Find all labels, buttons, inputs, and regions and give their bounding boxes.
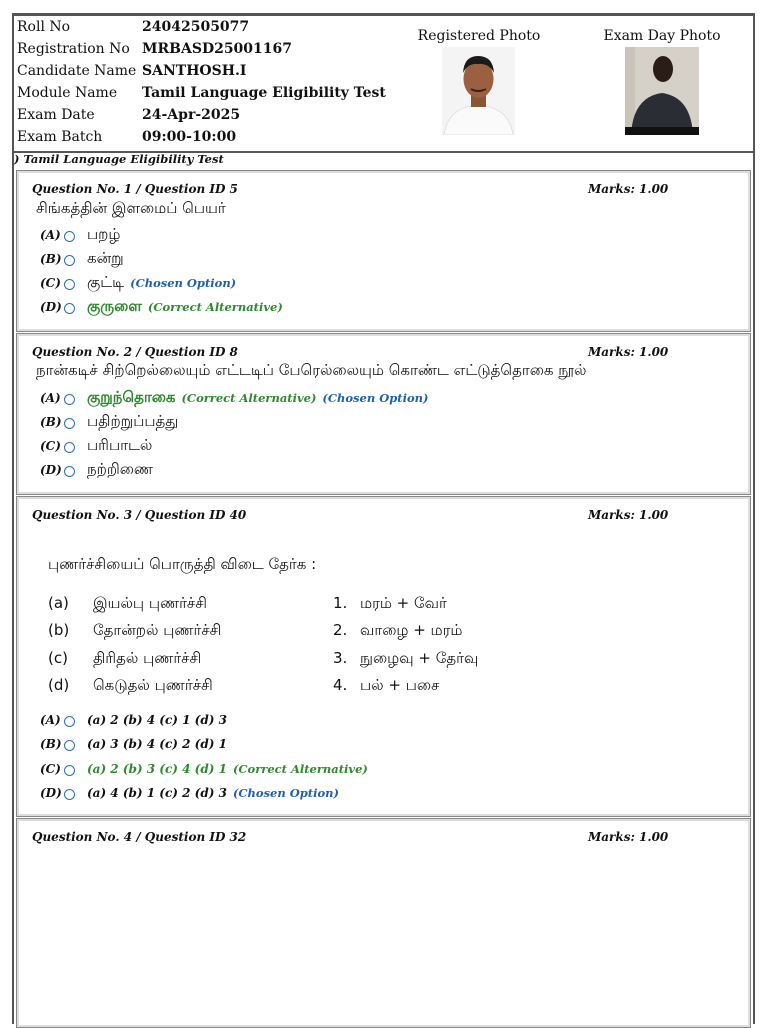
field-key: Module Name (17, 85, 118, 101)
match-left-text: திரிதல் புணர்ச்சி (93, 649, 202, 667)
registered-photo (442, 47, 515, 135)
match-left-text: இயல்பு புணர்ச்சி (93, 594, 207, 612)
field-value: 24-Apr-2025 (142, 107, 241, 123)
option-d[interactable] (40, 295, 283, 317)
option-label: (D) (40, 463, 62, 477)
chosen-option-note: (Chosen Option) (130, 276, 237, 290)
match-left-label: (c) (48, 649, 68, 667)
question-marks: Marks: 1.00 (588, 345, 669, 359)
option-text: (a) 2 (b) 4 (c) 1 (d) 3 (87, 713, 227, 727)
registered-photo-block (414, 28, 544, 44)
exam-day-photo (625, 47, 699, 135)
question-text: புணர்ச்சியைப் பொருத்தி விடை தேர்க : (48, 555, 317, 573)
option-text: பதிற்றுப்பத்து (87, 412, 179, 430)
radio-icon[interactable] (64, 740, 75, 751)
field-key: Exam Batch (17, 129, 103, 145)
field-value: 24042505077 (142, 19, 250, 35)
field-value: SANTHOSH.I (142, 63, 247, 79)
radio-icon[interactable] (64, 716, 75, 727)
match-right-number: 2. (333, 621, 348, 639)
correct-alternative-note: (Correct Alternative) (181, 391, 317, 405)
option-label: (B) (40, 737, 62, 751)
question-card-4 (16, 818, 751, 1028)
radio-icon[interactable] (64, 231, 75, 242)
field-value: MRBASD25001167 (142, 41, 293, 57)
radio-icon[interactable] (64, 789, 75, 800)
match-right-text: மரம் + வேர் (360, 594, 447, 612)
option-text: பறழ் (87, 225, 121, 243)
match-row (48, 618, 508, 642)
option-text: கன்று (87, 249, 124, 267)
option-d[interactable] (40, 458, 153, 480)
option-text: குருளை (87, 297, 142, 315)
option-text: குறுந்தொகை (87, 388, 176, 406)
option-label: (C) (40, 276, 61, 290)
radio-icon[interactable] (64, 418, 75, 429)
match-row (48, 591, 508, 615)
option-label: (D) (40, 786, 62, 800)
option-a[interactable] (40, 708, 227, 730)
option-label: (A) (40, 228, 61, 242)
match-left-label: (b) (48, 621, 70, 639)
match-left-label: (a) (48, 594, 69, 612)
option-b[interactable] (40, 247, 124, 269)
match-right-text: வாழை + மரம் (360, 621, 463, 639)
candidate-header (14, 16, 753, 153)
field-value: 09:00-10:00 (142, 129, 237, 145)
question-heading: Question No. 2 / Question ID 8 (32, 345, 238, 359)
option-label: (A) (40, 713, 61, 727)
question-marks: Marks: 1.00 (588, 182, 669, 196)
question-marks: Marks: 1.00 (588, 508, 669, 522)
match-row (48, 646, 508, 670)
option-text: பரிபாடல் (87, 436, 153, 454)
option-label: (B) (40, 415, 62, 429)
option-c[interactable] (40, 757, 368, 779)
option-text: (a) 3 (b) 4 (c) 2 (d) 1 (87, 737, 227, 751)
option-text: (a) 2 (b) 3 (c) 4 (d) 1 (87, 762, 227, 776)
option-label: (C) (40, 762, 61, 776)
match-left-text: தோன்றல் புணர்ச்சி (93, 621, 222, 639)
field-key: Exam Date (17, 107, 95, 123)
radio-icon[interactable] (64, 466, 75, 477)
option-c[interactable] (40, 271, 236, 293)
exam-day-photo-block (597, 28, 727, 44)
radio-icon[interactable] (64, 394, 75, 405)
option-b[interactable] (40, 410, 178, 432)
option-text: நற்றிணை (87, 460, 154, 478)
chosen-option-note: (Chosen Option) (322, 391, 429, 405)
exam-day-photo-label: Exam Day Photo (603, 28, 721, 44)
question-text: நான்கடிச் சிற்றெல்லையும் எட்டடிப் பேரெல்லையும் கொண்ட எட்டுத்தொகை நூல் (36, 361, 587, 379)
correct-alternative-note: (Correct Alternative) (147, 300, 283, 314)
field-key: Roll No (17, 19, 71, 35)
radio-icon[interactable] (64, 303, 75, 314)
option-text: குட்டி (87, 273, 125, 291)
question-text: சிங்கத்தின் இளமைப் பெயர் (36, 199, 226, 217)
chosen-option-note: (Chosen Option) (232, 786, 339, 800)
field-value: Tamil Language Eligibility Test (142, 85, 386, 101)
match-right-number: 3. (333, 649, 348, 667)
match-row (48, 673, 508, 697)
question-heading: Question No. 4 / Question ID 32 (32, 830, 247, 844)
option-label: (B) (40, 252, 62, 266)
match-right-number: 4. (333, 676, 348, 694)
question-heading: Question No. 3 / Question ID 40 (32, 508, 247, 522)
question-marks: Marks: 1.00 (588, 830, 669, 844)
radio-icon[interactable] (64, 279, 75, 290)
match-left-label: (d) (48, 676, 70, 694)
option-c[interactable] (40, 434, 152, 456)
match-right-text: பல் + பசை (360, 676, 440, 694)
match-right-number: 1. (333, 594, 348, 612)
option-label: (D) (40, 300, 62, 314)
radio-icon[interactable] (64, 442, 75, 453)
option-text: (a) 4 (b) 1 (c) 2 (d) 3 (87, 786, 227, 800)
match-right-text: நுழைவு + தேர்வு (360, 649, 479, 667)
field-key: Registration No (17, 41, 130, 57)
option-d[interactable] (40, 781, 339, 803)
radio-icon[interactable] (64, 255, 75, 266)
field-key: Candidate Name (17, 63, 137, 79)
question-heading: Question No. 1 / Question ID 5 (32, 182, 238, 196)
match-left-text: கெடுதல் புணர்ச்சி (93, 676, 213, 694)
option-label: (A) (40, 391, 61, 405)
option-b[interactable] (40, 732, 227, 754)
section-title: ) Tamil Language Eligibility Test (14, 152, 224, 166)
option-label: (C) (40, 439, 61, 453)
option-a[interactable] (40, 223, 120, 245)
radio-icon[interactable] (64, 765, 75, 776)
registered-photo-label: Registered Photo (417, 28, 541, 44)
option-a[interactable] (40, 386, 428, 408)
correct-alternative-note: (Correct Alternative) (232, 762, 368, 776)
